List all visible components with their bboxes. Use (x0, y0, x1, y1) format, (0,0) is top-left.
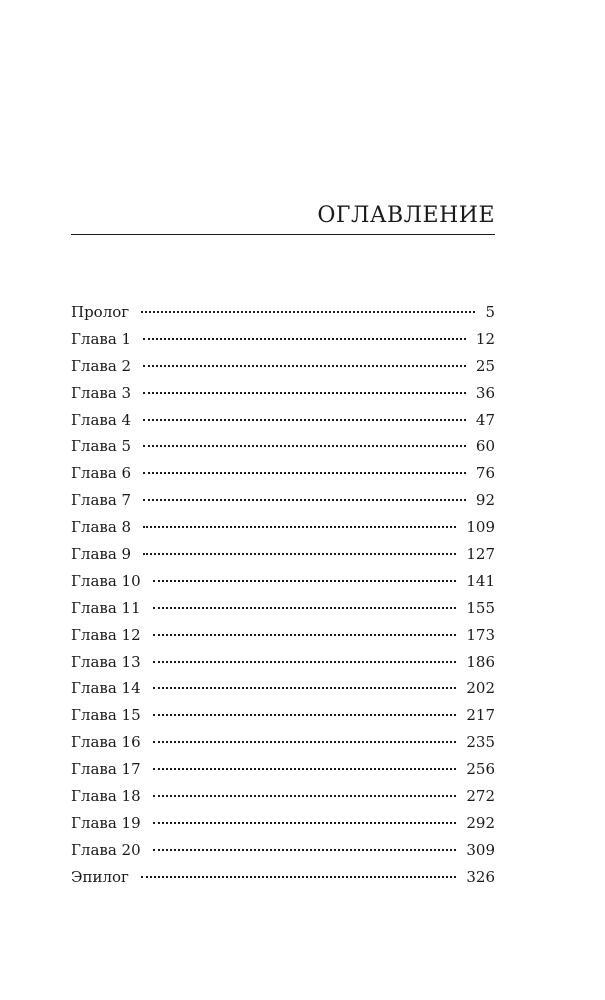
toc-entry[interactable] (71, 568, 495, 595)
toc-entry[interactable] (71, 810, 495, 837)
toc-entry-page-number: 25 (475, 356, 495, 375)
toc-entry-title: Глава 3 (71, 383, 132, 402)
toc-entry-page-number: 109 (466, 518, 495, 537)
toc-entry-page-number: 5 (485, 303, 495, 321)
toc-entry[interactable] (71, 675, 495, 702)
toc-entry[interactable] (71, 837, 495, 864)
dot-leader (143, 392, 466, 394)
dot-leader (143, 338, 466, 340)
toc-entry-page-number: 155 (466, 598, 495, 617)
toc-entry-page-number: 60 (475, 437, 495, 456)
toc-entry[interactable] (71, 622, 495, 649)
toc-entry-page-number: 309 (466, 840, 495, 859)
toc-entry-page-number: 326 (466, 867, 495, 886)
toc-entry-page-number: 92 (475, 491, 495, 510)
toc-entry-page-number: 256 (466, 760, 495, 779)
toc-entry[interactable] (71, 326, 495, 353)
toc-entry-title: Глава 1 (71, 329, 132, 348)
toc-entry-page-number: 217 (466, 706, 495, 725)
toc-entry-title: Глава 13 (71, 652, 141, 671)
toc-entry-page-number: 36 (475, 383, 495, 402)
heading-rule (71, 234, 495, 235)
toc-entry-page-number: 127 (466, 545, 495, 564)
toc-entry-title: Глава 18 (71, 787, 141, 806)
toc-entry-title: Глава 10 (71, 571, 141, 590)
toc-entry[interactable] (71, 460, 495, 487)
toc-entry[interactable] (71, 380, 495, 407)
toc-entry-page-number: 292 (466, 813, 495, 832)
dot-leader (153, 768, 457, 770)
dot-leader (153, 634, 457, 636)
toc-entry[interactable] (71, 649, 495, 676)
dot-leader (143, 499, 466, 501)
toc-entry-title: Глава 20 (71, 840, 141, 859)
dot-leader (153, 795, 457, 797)
toc-entry[interactable] (71, 595, 495, 622)
toc-entry-title: Глава 19 (71, 813, 141, 832)
toc-heading: ОГЛАВЛЕНИЕ (317, 203, 495, 228)
toc-list (71, 299, 495, 891)
dot-leader (153, 714, 457, 716)
dot-leader (153, 849, 457, 851)
dot-leader (143, 553, 456, 555)
toc-entry-title: Глава 16 (71, 733, 141, 752)
toc-entry[interactable] (71, 541, 495, 568)
toc-entry[interactable] (71, 514, 495, 541)
dot-leader (143, 365, 466, 367)
dot-leader (143, 419, 466, 421)
toc-entry-title: Глава 17 (71, 760, 141, 779)
toc-entry-page-number: 173 (466, 625, 495, 644)
toc-entry[interactable] (71, 756, 495, 783)
toc-entry-title: Глава 14 (71, 679, 141, 698)
dot-leader (153, 822, 457, 824)
toc-entry[interactable] (71, 864, 495, 891)
dot-leader (143, 472, 466, 474)
toc-entry[interactable] (71, 783, 495, 810)
toc-entry-title: Глава 7 (71, 491, 132, 510)
toc-entry-page-number: 202 (466, 679, 495, 698)
dot-leader (141, 876, 456, 878)
toc-entry[interactable] (71, 407, 495, 434)
toc-entry-title: Глава 15 (71, 706, 141, 725)
dot-leader (153, 687, 457, 689)
toc-entry-title: Пролог (71, 303, 130, 321)
dot-leader (153, 607, 457, 609)
dot-leader (153, 580, 457, 582)
toc-entry[interactable] (71, 299, 495, 326)
toc-entry-page-number: 272 (466, 787, 495, 806)
dot-leader (153, 741, 457, 743)
toc-entry[interactable] (71, 353, 495, 380)
toc-entry-page-number: 235 (466, 733, 495, 752)
toc-entry-title: Глава 9 (71, 545, 132, 564)
toc-entry-title: Эпилог (71, 867, 129, 886)
toc-entry-title: Глава 6 (71, 464, 132, 483)
toc-entry-page-number: 186 (466, 652, 495, 671)
dot-leader (143, 445, 466, 447)
dot-leader (141, 311, 475, 313)
toc-entry-title: Глава 4 (71, 410, 132, 429)
toc-entry-page-number: 141 (466, 571, 495, 590)
toc-entry[interactable] (71, 702, 495, 729)
toc-entry-title: Глава 5 (71, 437, 132, 456)
toc-entry-title: Глава 2 (71, 356, 132, 375)
toc-entry-page-number: 12 (475, 329, 495, 348)
dot-leader (143, 526, 456, 528)
toc-entry[interactable] (71, 487, 495, 514)
toc-entry-title: Глава 8 (71, 518, 132, 537)
toc-entry-title: Глава 11 (71, 598, 141, 617)
toc-entry[interactable] (71, 729, 495, 756)
toc-entry-page-number: 76 (475, 464, 495, 483)
toc-entry-title: Глава 12 (71, 625, 141, 644)
toc-entry-page-number: 47 (475, 410, 495, 429)
toc-entry[interactable] (71, 433, 495, 460)
dot-leader (153, 661, 457, 663)
